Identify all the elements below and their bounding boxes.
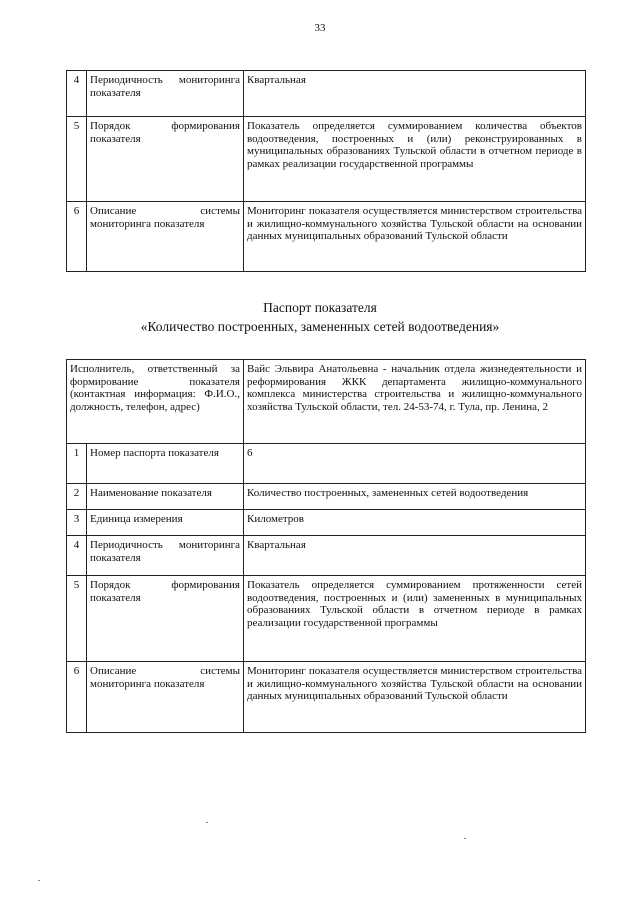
row-label: Наименование показателя (87, 484, 244, 510)
row-number: 6 (67, 662, 87, 733)
table-row (67, 536, 586, 576)
row-value: Мониторинг показателя осуществляется министерством строительства и жилищно-коммунального хозяйства Тульской области на основании данных муниципальных образований Тульской области (244, 662, 586, 733)
row-number: 5 (67, 576, 87, 662)
table-row (67, 117, 586, 202)
table-row (67, 662, 586, 733)
table-header-row (67, 360, 586, 444)
row-number: 4 (67, 536, 87, 576)
table-row (67, 444, 586, 484)
row-label: Единица измерения (87, 510, 244, 536)
row-value: Показатель определяется суммированием количества объектов водоотведения, построенных и (или) реконструированных в муниципальных образованиях Тульской области в отчетном периоде в рамках реализации государственной программы (244, 117, 586, 202)
row-value: Километров (244, 510, 586, 536)
responsible-value: Вайс Эльвира Анатольевна - начальник отдела жизнедеятельности и реформирования ЖКК департамента жилищно-коммунального комплекса министерства строительства и жилищно-коммунального хозяйства Тульской области, тел. 24-53-74, г. Тула, пр. Ленина, 2 (244, 360, 586, 444)
row-number: 4 (67, 71, 87, 117)
row-number: 3 (67, 510, 87, 536)
page-number: 33 (314, 22, 326, 34)
row-label: Порядок формирования показателя (87, 117, 244, 202)
responsible-label: Исполнитель, ответственный за формирование показателя (контактная информация: Ф.И.О., должность, телефон, адрес) (67, 360, 244, 444)
indicator-passport-table (66, 359, 586, 733)
row-label: Периодичность мониторинга показателя (87, 536, 244, 576)
row-value: Квартальная (244, 71, 586, 117)
scan-speck (38, 880, 40, 881)
row-value: Показатель определяется суммированием протяженности сетей водоотведения, построенных и (или) замененных в муниципальных образованиях Тульской области в отчетном периоде в рамках реализации государственной программы (244, 576, 586, 662)
table-row (67, 71, 586, 117)
row-label: Описание системы мониторинга показателя (87, 202, 244, 272)
row-value: 6 (244, 444, 586, 484)
row-label: Порядок формирования показателя (87, 576, 244, 662)
row-label: Номер паспорта показателя (87, 444, 244, 484)
row-label: Периодичность мониторинга показателя (87, 71, 244, 117)
passport-subtitle: «Количество построенных, замененных сетей водоотведения» (140, 319, 500, 334)
row-number: 5 (67, 117, 87, 202)
row-value: Квартальная (244, 536, 586, 576)
row-value: Мониторинг показателя осуществляется министерством строительства и жилищно-коммунального хозяйства Тульской области на основании данных муниципальных образований Тульской области (244, 202, 586, 272)
row-label: Описание системы мониторинга показателя (87, 662, 244, 733)
table-row (67, 202, 586, 272)
passport-title: Паспорт показателя (263, 300, 377, 315)
row-number: 2 (67, 484, 87, 510)
table-row (67, 576, 586, 662)
scan-speck (464, 838, 466, 839)
row-number: 6 (67, 202, 87, 272)
scan-speck (206, 822, 208, 823)
indicator-table-continued (66, 70, 586, 272)
row-value: Количество построенных, замененных сетей водоотведения (244, 484, 586, 510)
row-number: 1 (67, 444, 87, 484)
table-row (67, 510, 586, 536)
table-row (67, 484, 586, 510)
